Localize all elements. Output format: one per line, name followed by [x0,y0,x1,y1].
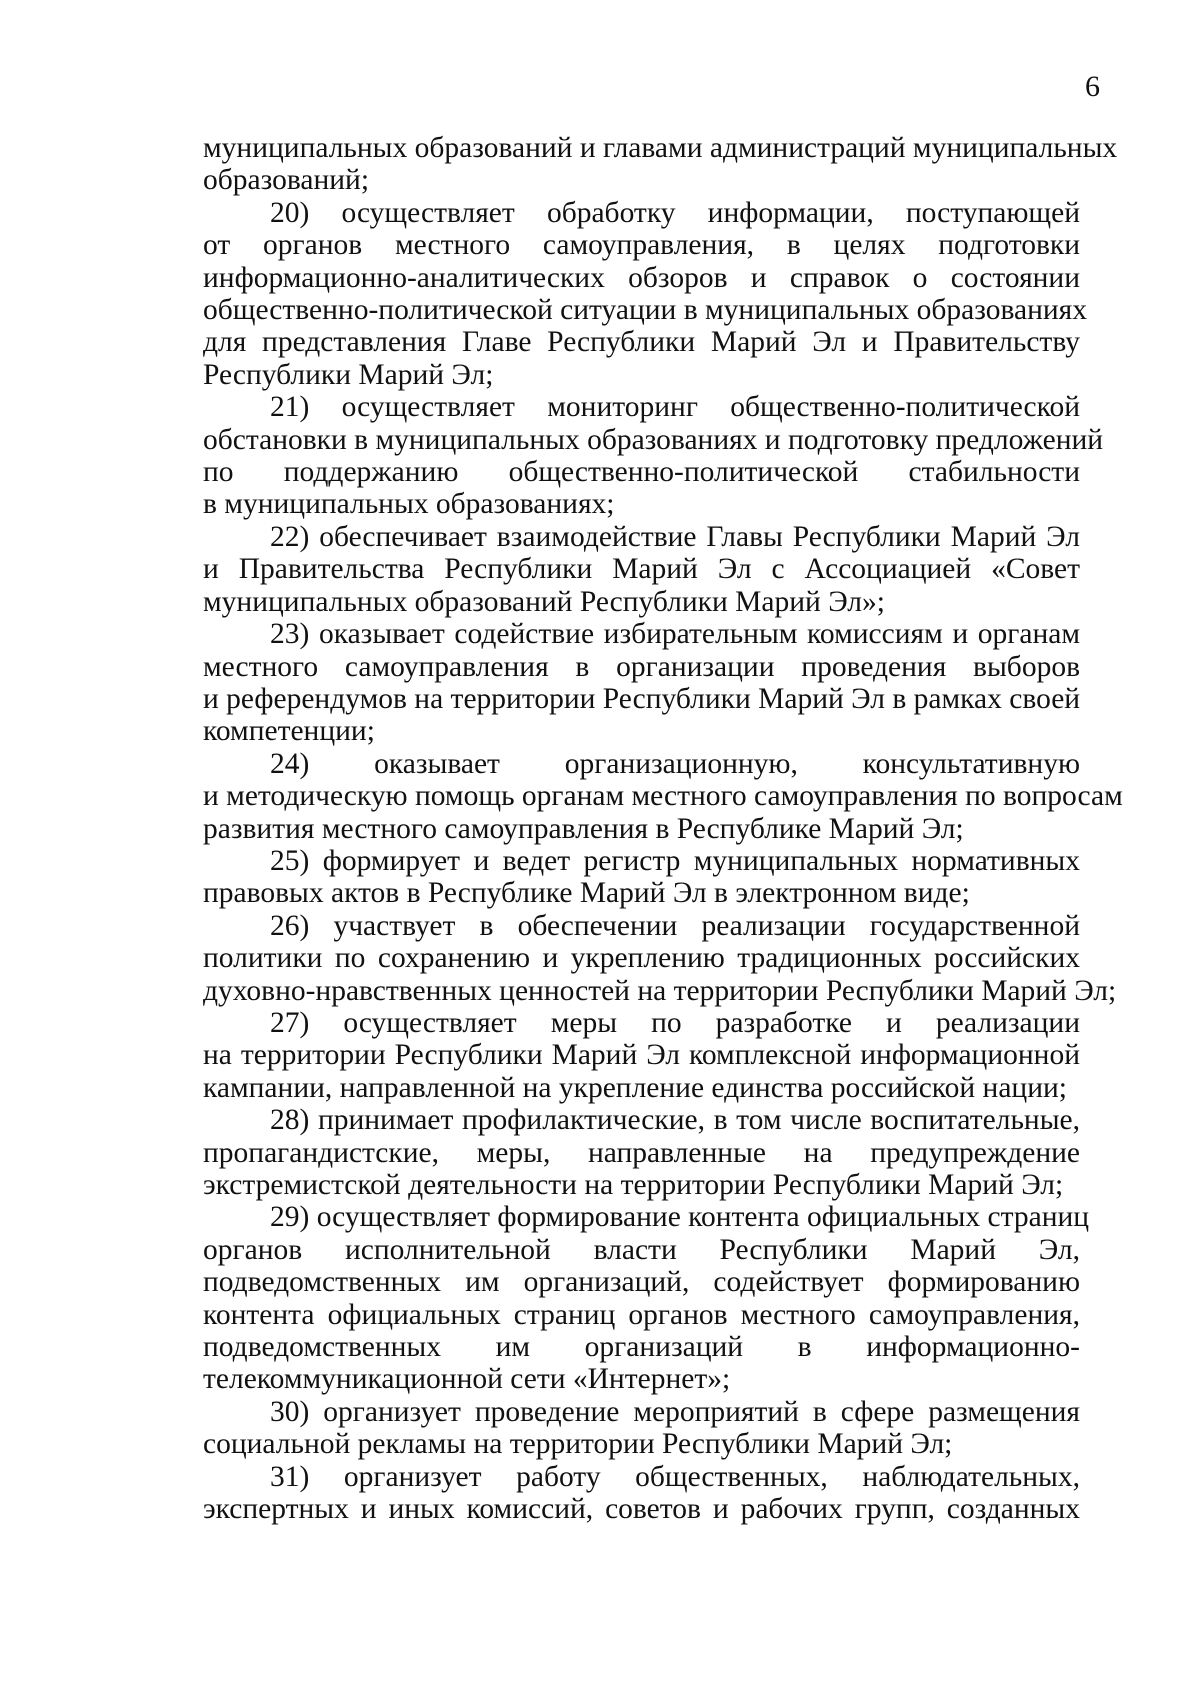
text-line: и Правительства Республики Марий Эл с Ассоциацией «Совет [203,553,1080,586]
text-line: подведомственных им организаций, содействует формированию [203,1266,1080,1299]
text-line: телекоммуникационной сети «Интернет»; [203,1363,731,1396]
text-line: 22) обеспечивает взаимодействие Главы Республики Марий Эл [270,520,1080,553]
text-line: пропагандистские, меры, направленные на предупреждение [203,1136,1080,1169]
text-line: по поддержанию общественно-политической стабильности [203,456,1080,489]
text-line: социальной рекламы на территории Республики Марий Эл; [203,1428,953,1461]
text-line: и референдумов на территории Республики Марий Эл в рамках своей [203,682,1081,715]
text-line: 30) организует проведение мероприятий в сфере размещения [270,1395,1080,1428]
text-line: информационно-аналитических обзоров и справок о состоянии [203,261,1080,294]
text-line: компетенции; [203,715,375,748]
text-line: Республики Марий Эл; [203,358,494,391]
text-line: муниципальных образований Республики Марий Эл»; [203,585,885,618]
text-line: муниципальных образований и главами администраций муниципальных [203,132,1118,164]
text-line: и методическую помощь органам местного самоуправления по вопросам [203,780,1123,813]
text-line: на территории Республики Марий Эл комплексной информационной [203,1039,1080,1072]
text-line: 31) организует работу общественных, наблюдательных, [270,1460,1080,1493]
text-line: 27) осуществляет меры по разработке и реализации [270,1006,1080,1039]
text-line: духовно-нравственных ценностей на территории Республики Марий Эл; [203,974,1117,1007]
text-line: экспертных и иных комиссий, советов и рабочих групп, созданных [203,1493,1080,1526]
text-line: 28) принимает профилактические, в том числе воспитательные, [270,1104,1080,1137]
text-line: в муниципальных образованиях; [203,488,615,521]
text-line: обстановки в муниципальных образованиях и подготовку предложений [203,423,1104,456]
text-line: политики по сохранению и укреплению традиционных российских [203,942,1080,975]
text-line: местного самоуправления в организации проведения выборов [203,650,1080,683]
text-line: кампании, направленной на укрепление единства российской нации; [203,1071,1067,1104]
page-number: 6 [1085,70,1100,103]
text-line: органов исполнительной власти Республики Марий Эл, [203,1233,1080,1266]
text-line: 29) осуществляет формирование контента официальных страниц [270,1201,1090,1234]
text-line: 21) осуществляет мониторинг общественно-политической [270,391,1080,424]
text-line: 24) оказывает организационную, консультативную [270,747,1080,780]
text-line: 25) формирует и ведет регистр муниципальных нормативных [270,844,1080,877]
text-line: образований; [203,164,370,197]
text-line: 20) осуществляет обработку информации, поступающей [270,196,1080,229]
text-line: 26) участвует в обеспечении реализации государственной [270,909,1080,942]
text-line: для представления Главе Республики Марий Эл и Правительству [203,326,1080,359]
text-line: подведомственных им организаций в информационно- [203,1331,1080,1364]
document-body-text [203,132,1123,1526]
text-line: 23) оказывает содействие избирательным комиссиям и органам [270,618,1080,651]
text-line: от органов местного самоуправления, в целях подготовки [203,229,1080,262]
text-line: развития местного самоуправления в Республике Марий Эл; [203,812,964,845]
text-line: правовых актов в Республике Марий Эл в электронном виде; [203,877,970,910]
text-line: общественно-политической ситуации в муниципальных образованиях [203,294,1087,327]
text-line: экстремистской деятельности на территории Республики Марий Эл; [203,1169,1064,1201]
text-line: контента официальных страниц органов местного самоуправления, [203,1298,1080,1331]
